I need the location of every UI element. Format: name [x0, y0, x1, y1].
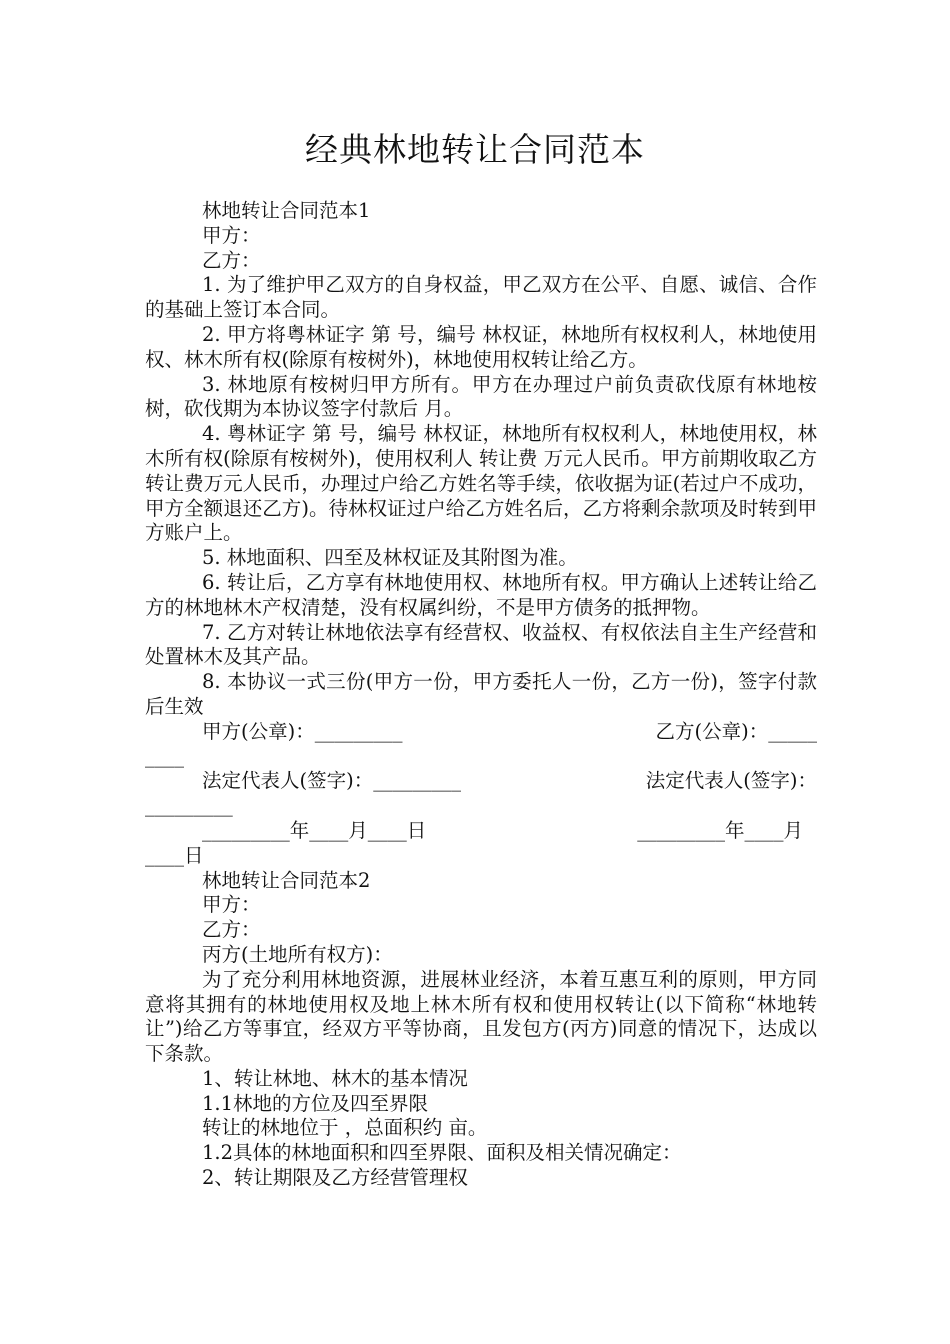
preamble: 为了充分利用林地资源，进展林业经济，本着互惠互利的原则，甲方同意将其拥有的林地使用权及地上林木所有权和使用权转让(以下简称“林地转让”)给乙方等事宜，经双方平等协商，且发包方(丙方)同意的情况下，达成以下条款。 [145, 967, 817, 1066]
article-1-heading: 1、转让林地、林木的基本情况 [202, 1066, 468, 1090]
date-signature-row [145, 819, 817, 869]
document-body [145, 199, 817, 1191]
party-a-seal: 甲方(公章)：_________ [202, 719, 403, 743]
party-b-line-2: 乙方： [202, 918, 261, 942]
section-heading-2: 林地转让合同范本2 [202, 868, 371, 892]
party-c-line: 丙方(土地所有权方)： [202, 942, 393, 966]
party-b-line: 乙方： [202, 248, 261, 272]
party-b-seal-continued: ____ [145, 744, 184, 768]
clause-3: 3. 林地原有桉树归甲方所有。甲方在办理过户前负责砍伐原有林地桉树，砍伐期为本协议签字付款后 月。 [145, 372, 817, 421]
date-b-continued: ____日 [145, 843, 204, 867]
representative-signature-row [145, 769, 817, 819]
clause-4: 4. 粤林证字 第 号，编号 林权证，林地所有权权利人，林地使用权，林木所有权(除原有桉树外)，使用权利人 转让费 万元人民币。甲方前期收取乙方转让费万元人民币，办理过户给乙方姓名等手续，依收据为证(若过户不成功，甲方全额退还乙方)。待林权证过户给乙方姓名后，乙方将剩余款项及时转到甲方账户上。 [145, 422, 817, 545]
article-1-1-heading: 1.1林地的方位及四至界限 [202, 1091, 429, 1115]
clause-7: 7. 乙方对转让林地依法享有经营权、收益权、有权依法自主生产经营和处置林木及其产品。 [145, 620, 817, 669]
clause-6: 6. 转让后，乙方享有林地使用权、林地所有权。甲方确认上述转让给乙方的林地林木产权清楚，没有权属纠纷，不是甲方债务的抵押物。 [145, 570, 817, 619]
clause-8: 8. 本协议一式三份(甲方一份，甲方委托人一份，乙方一份)，签字付款后生效 [145, 670, 817, 718]
seal-signature-row [145, 720, 817, 770]
party-a-line-2: 甲方： [202, 893, 261, 917]
rep-b-signature-continued: _________ [145, 794, 233, 818]
section-heading-1: 林地转让合同范本1 [202, 199, 371, 222]
article-1-1-text: 转让的林地位于 ，总面积约 亩。 [202, 1116, 488, 1140]
document-title: 经典林地转让合同范本 [305, 130, 645, 169]
rep-b-signature: 法定代表人(签字)： [645, 769, 817, 793]
article-1-2-text: 1.2具体的林地面积和四至界限、面积及相关情况确定： [202, 1141, 682, 1165]
rep-a-signature: 法定代表人(签字)：_________ [202, 769, 461, 793]
party-a-line: 甲方： [202, 223, 261, 247]
date-b: _________年____月 [637, 818, 803, 842]
clause-5: 5. 林地面积、四至及林权证及其附图为准。 [202, 546, 578, 570]
party-b-seal: 乙方(公章)：_____ [655, 719, 817, 743]
date-a: _________年____月____日 [202, 818, 427, 842]
article-2-heading: 2、转让期限及乙方经营管理权 [202, 1166, 468, 1190]
clause-1: 1. 为了维护甲乙双方的自身权益，甲乙双方在公平、自愿、诚信、合作的基础上签订本合同。 [145, 273, 817, 322]
clause-2: 2. 甲方将粤林证字 第 号，编号 林权证，林地所有权权利人，林地使用权、林木所有权(除原有桉树外)，林地使用权转让给乙方。 [145, 322, 817, 371]
